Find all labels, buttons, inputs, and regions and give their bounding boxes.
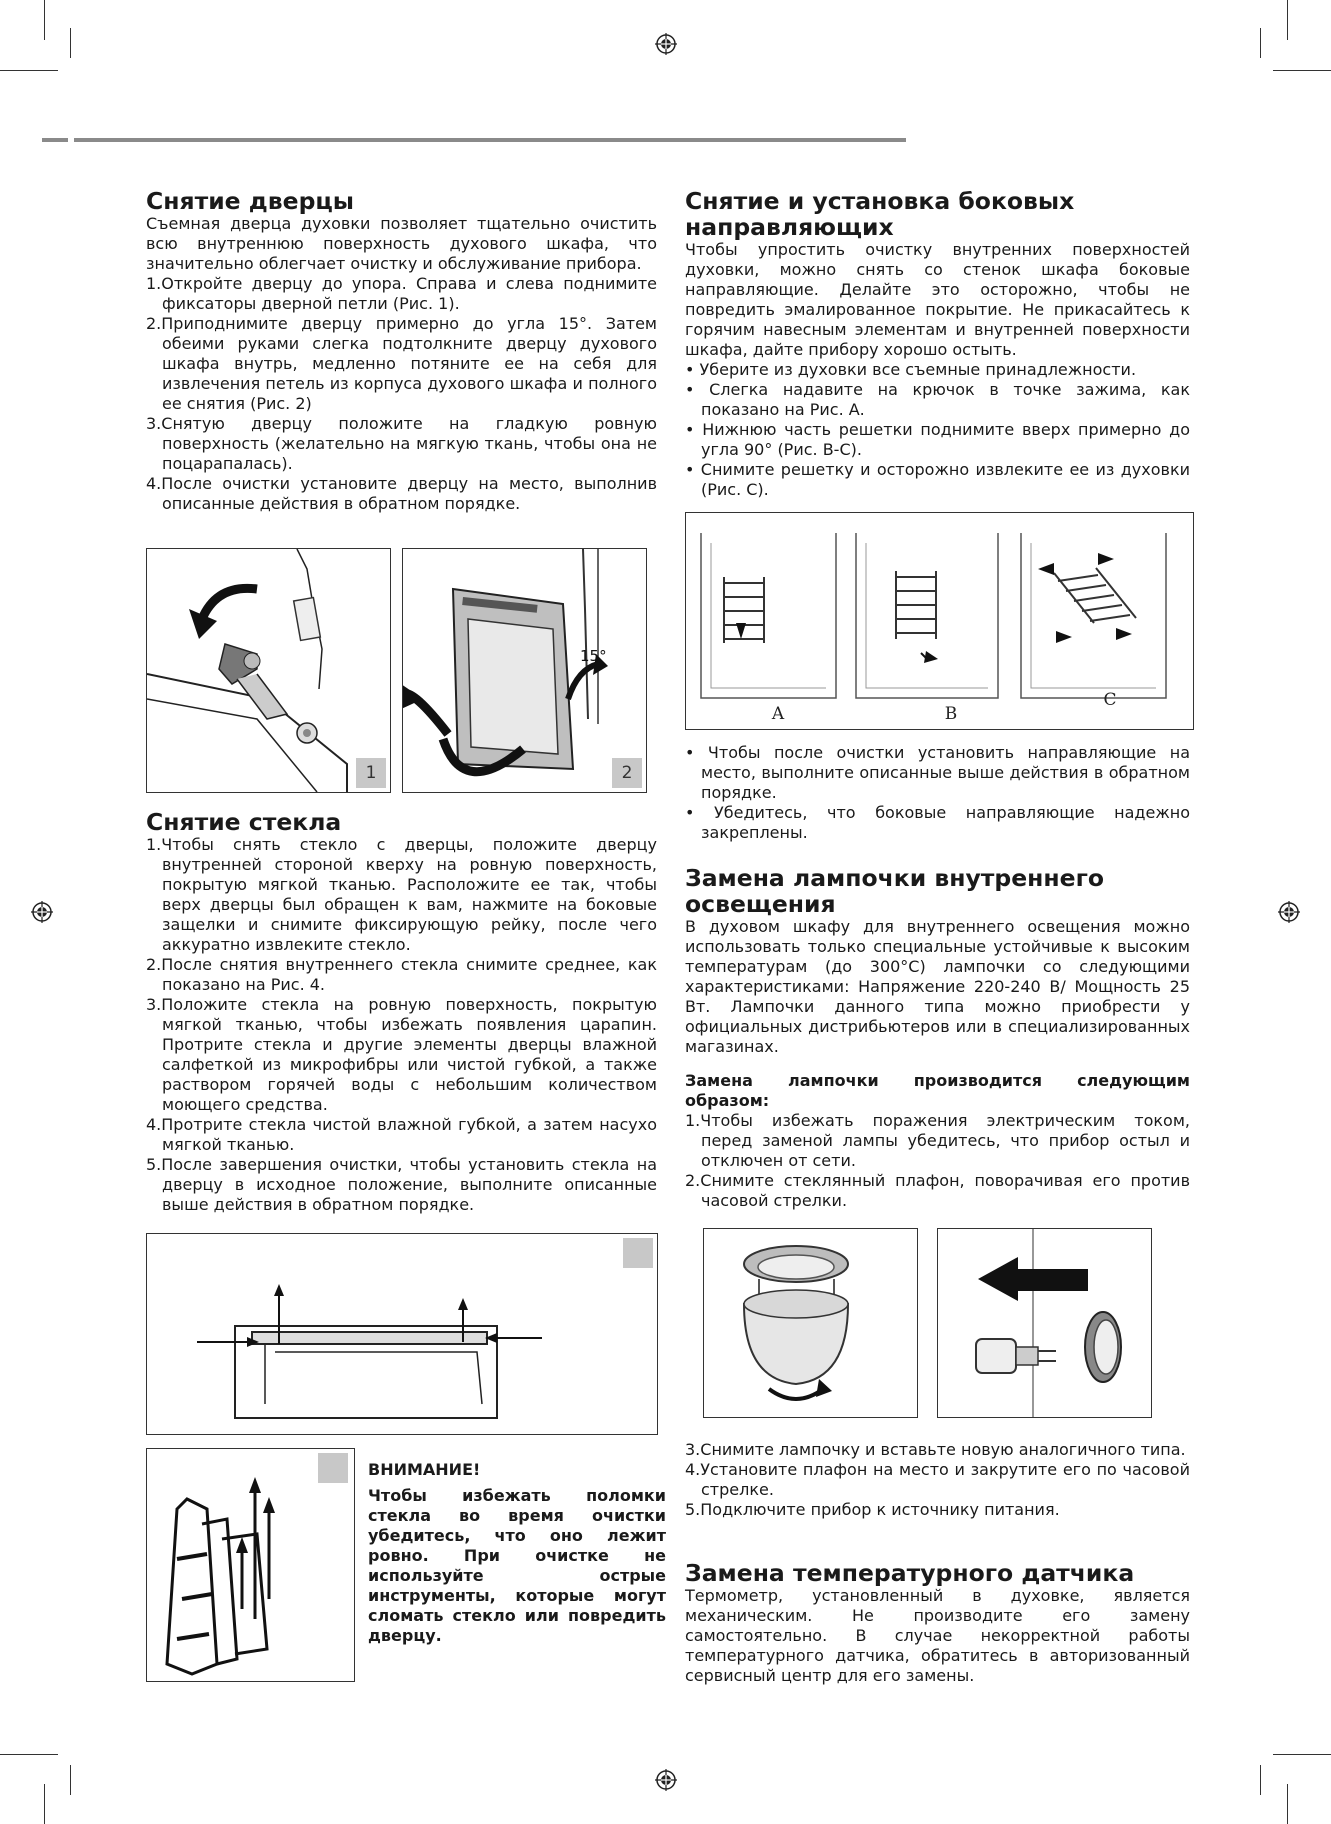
- crop-mark: [1287, 0, 1288, 40]
- crop-mark: [70, 1765, 71, 1795]
- registration-mark-icon: [1278, 901, 1300, 923]
- figure-glass-stack: [146, 1448, 355, 1682]
- angle-label: 15°: [580, 647, 607, 665]
- list-item: 5.Подключите прибор к источнику питания.: [685, 1500, 1060, 1519]
- figure-label-b: B: [944, 704, 958, 724]
- figure-label-a: A: [771, 704, 785, 724]
- crop-mark: [44, 0, 45, 40]
- figure-label-c: C: [1103, 690, 1117, 710]
- list-item: 1.Откройте дверцу до упора. Справа и слева поднимите фиксаторы дверной петли (Рис. 1).: [146, 274, 657, 313]
- list-item: 2.Снимите стеклянный плафон, поворачивая его против часовой стрелки.: [685, 1171, 1190, 1210]
- crop-mark: [1260, 1765, 1261, 1795]
- crop-mark: [0, 70, 58, 71]
- figure-1-hinge: [146, 548, 391, 793]
- list-item: • Слегка надавите на крючок в точке зажима, как показано на Рис. А.: [685, 380, 1190, 419]
- list-item: 4.Протрите стекла чистой влажной губкой, а затем насухо мягкой тканью.: [146, 1115, 657, 1154]
- crop-mark: [70, 28, 71, 58]
- list-item: • Уберите из духовки все съемные принадлежности.: [685, 360, 1137, 379]
- list-item: 3.Положите стекла на ровную поверхность, покрытую мягкой тканью, чтобы избежать появления царапин. Протрите стекла и другие элементы дверцы влажной салфеткой из микрофибры или чистой губкой, а также раствором горячей воды с небольшим количеством моющего средства.: [146, 995, 657, 1114]
- lamp-steps-continued: [685, 1440, 1190, 1520]
- glass-stack-illustration: [147, 1449, 354, 1681]
- rails-illustration: [686, 513, 1193, 729]
- section-title: Снятие стекла: [146, 808, 342, 836]
- list-item: 2.Приподнимите дверцу примерно до угла 15°. Затем обеими руками слегка подтолкните дверцу духового шкафа внутрь, медленно потяните ее на себя для извлечения петель из корпуса духового шкафа и полного ее снятия (Рис. 2): [146, 314, 657, 413]
- registration-mark-icon: [31, 901, 53, 923]
- list-item: 1.Чтобы избежать поражения электрическим током, перед заменой лампы убедитесь, что прибор остыл и отключен от сети.: [685, 1111, 1190, 1170]
- figure-number: 1: [356, 758, 386, 788]
- section-lamp-replacement: [685, 865, 1190, 1211]
- section-title: Снятие и установка боковых направляющих: [685, 187, 1075, 241]
- figure-rails-abc: [685, 512, 1194, 730]
- list-item: 5.После завершения очистки, чтобы установить стекла на дверцу в исходное положение, выполните описанные выше действия в обратном порядке.: [146, 1155, 657, 1214]
- warning-title: ВНИМАНИЕ!: [368, 1460, 481, 1479]
- paragraph: Съемная дверца духовки позволяет тщательно очистить всю внутреннюю поверхность духового шкафа, что значительно облегчает очистку и обслуживание прибора.: [146, 214, 657, 273]
- section-title: Снятие дверцы: [146, 187, 355, 215]
- paragraph: Чтобы упростить очистку внутренних поверхностей духовки, можно снять со стенок шкафа боковые направляющие. Делайте это осторожно, чтобы не повредить эмалированное покрытие. Не прикасайтесь к горячим навесным элементам и внутренней поверхности шкафа, дайте прибору хорошо остыть.: [685, 240, 1190, 359]
- lamp-cover-illustration: [704, 1229, 917, 1417]
- list-item: 2.После снятия внутреннего стекла снимите среднее, как показано на Рис. 4.: [146, 955, 657, 994]
- crop-mark: [1273, 1754, 1331, 1755]
- figure-number: 2: [612, 758, 642, 788]
- list-item: 3.Снятую дверцу положите на гладкую ровную поверхность (желательно на мягкую ткань, чтобы она не поцарапалась).: [146, 414, 657, 473]
- section-sensor-replacement: [685, 1560, 1190, 1686]
- crop-mark: [0, 1754, 58, 1755]
- header-rule: [42, 138, 68, 142]
- crop-mark: [1273, 70, 1331, 71]
- figure-2-door-lift: [402, 548, 647, 793]
- lamp-bulb-illustration: [938, 1229, 1151, 1417]
- paragraph: В духовом шкафу для внутреннего освещения можно использовать только специальные устойчивые к высоким температурам (до 300°С) лампочки со следующими характеристиками: Напряжение 220-240 В/ Мощность 25 Вт. Лампочки данного типа можно приобрести у официальных дистрибьютеров или в специализированных магазинах.: [685, 917, 1190, 1056]
- list-item: • Нижнюю часть решетки поднимите вверх примерно до угла 90° (Рис. В-С).: [685, 420, 1190, 459]
- figure-glass-rail: [146, 1233, 658, 1435]
- registration-mark-icon: [655, 33, 677, 55]
- list-item: • Убедитесь, что боковые направляющие надежно закреплены.: [685, 803, 1190, 842]
- rails-reinstall: [685, 743, 1190, 843]
- section-door-removal: [146, 188, 657, 514]
- list-item: 1.Чтобы снять стекло с дверцы, положите дверцу внутренней стороной кверху на ровную поверхность, покрытую мягкой тканью. Расположите ее так, чтобы верх дверцы был обращен к вам, нажмите на боковые защелки и снимите фиксирующую рейку, после чего аккуратно извлеките стекло.: [146, 835, 657, 954]
- list-item: 3.Снимите лампочку и вставьте новую аналогичного типа.: [685, 1440, 1186, 1459]
- section-glass-removal: [146, 809, 657, 1215]
- registration-mark-icon: [655, 1769, 677, 1791]
- list-item: 4.После очистки установите дверцу на место, выполнив описанные действия в обратном порядке.: [146, 474, 657, 513]
- crop-mark: [1287, 1784, 1288, 1824]
- paragraph: Термометр, установленный в духовке, является механическим. Не производите его замену самостоятельно. В случае некорректной работы температурного датчика, обратитесь в авторизованный сервисный центр для его замены.: [685, 1586, 1190, 1685]
- section-title: Замена температурного датчика: [685, 1559, 1135, 1587]
- header-rule: [74, 138, 906, 142]
- section-side-rails: [685, 188, 1190, 500]
- list-item: • Чтобы после очистки установить направляющие на место, выполните описанные выше действия в обратном порядке.: [685, 743, 1190, 802]
- warning-text: Чтобы избежать поломки стекла во время очистки убедитесь, что оно лежит ровно. При очистке не используйте острые инструменты, которые могут сломать стекло или повредить дверцу.: [368, 1486, 666, 1645]
- crop-mark: [1260, 28, 1261, 58]
- hinge-illustration: [147, 549, 390, 792]
- figure-number-placeholder: [623, 1238, 653, 1268]
- subheading: Замена лампочки производится следующим образом:: [685, 1071, 1190, 1110]
- figure-lamp-cover: [703, 1228, 918, 1418]
- figure-number-placeholder: [318, 1453, 348, 1483]
- list-item: • Снимите решетку и осторожно извлеките ее из духовки (Рис. С).: [685, 460, 1190, 499]
- crop-mark: [44, 1784, 45, 1824]
- list-item: 4.Установите плафон на место и закрутите его по часовой стрелке.: [685, 1460, 1190, 1499]
- glass-rail-illustration: [147, 1234, 657, 1434]
- warning-block: [368, 1460, 666, 1646]
- door-lift-illustration: [403, 549, 646, 792]
- figure-lamp-bulb: [937, 1228, 1152, 1418]
- section-title: Замена лампочки внутреннего освещения: [685, 864, 1105, 918]
